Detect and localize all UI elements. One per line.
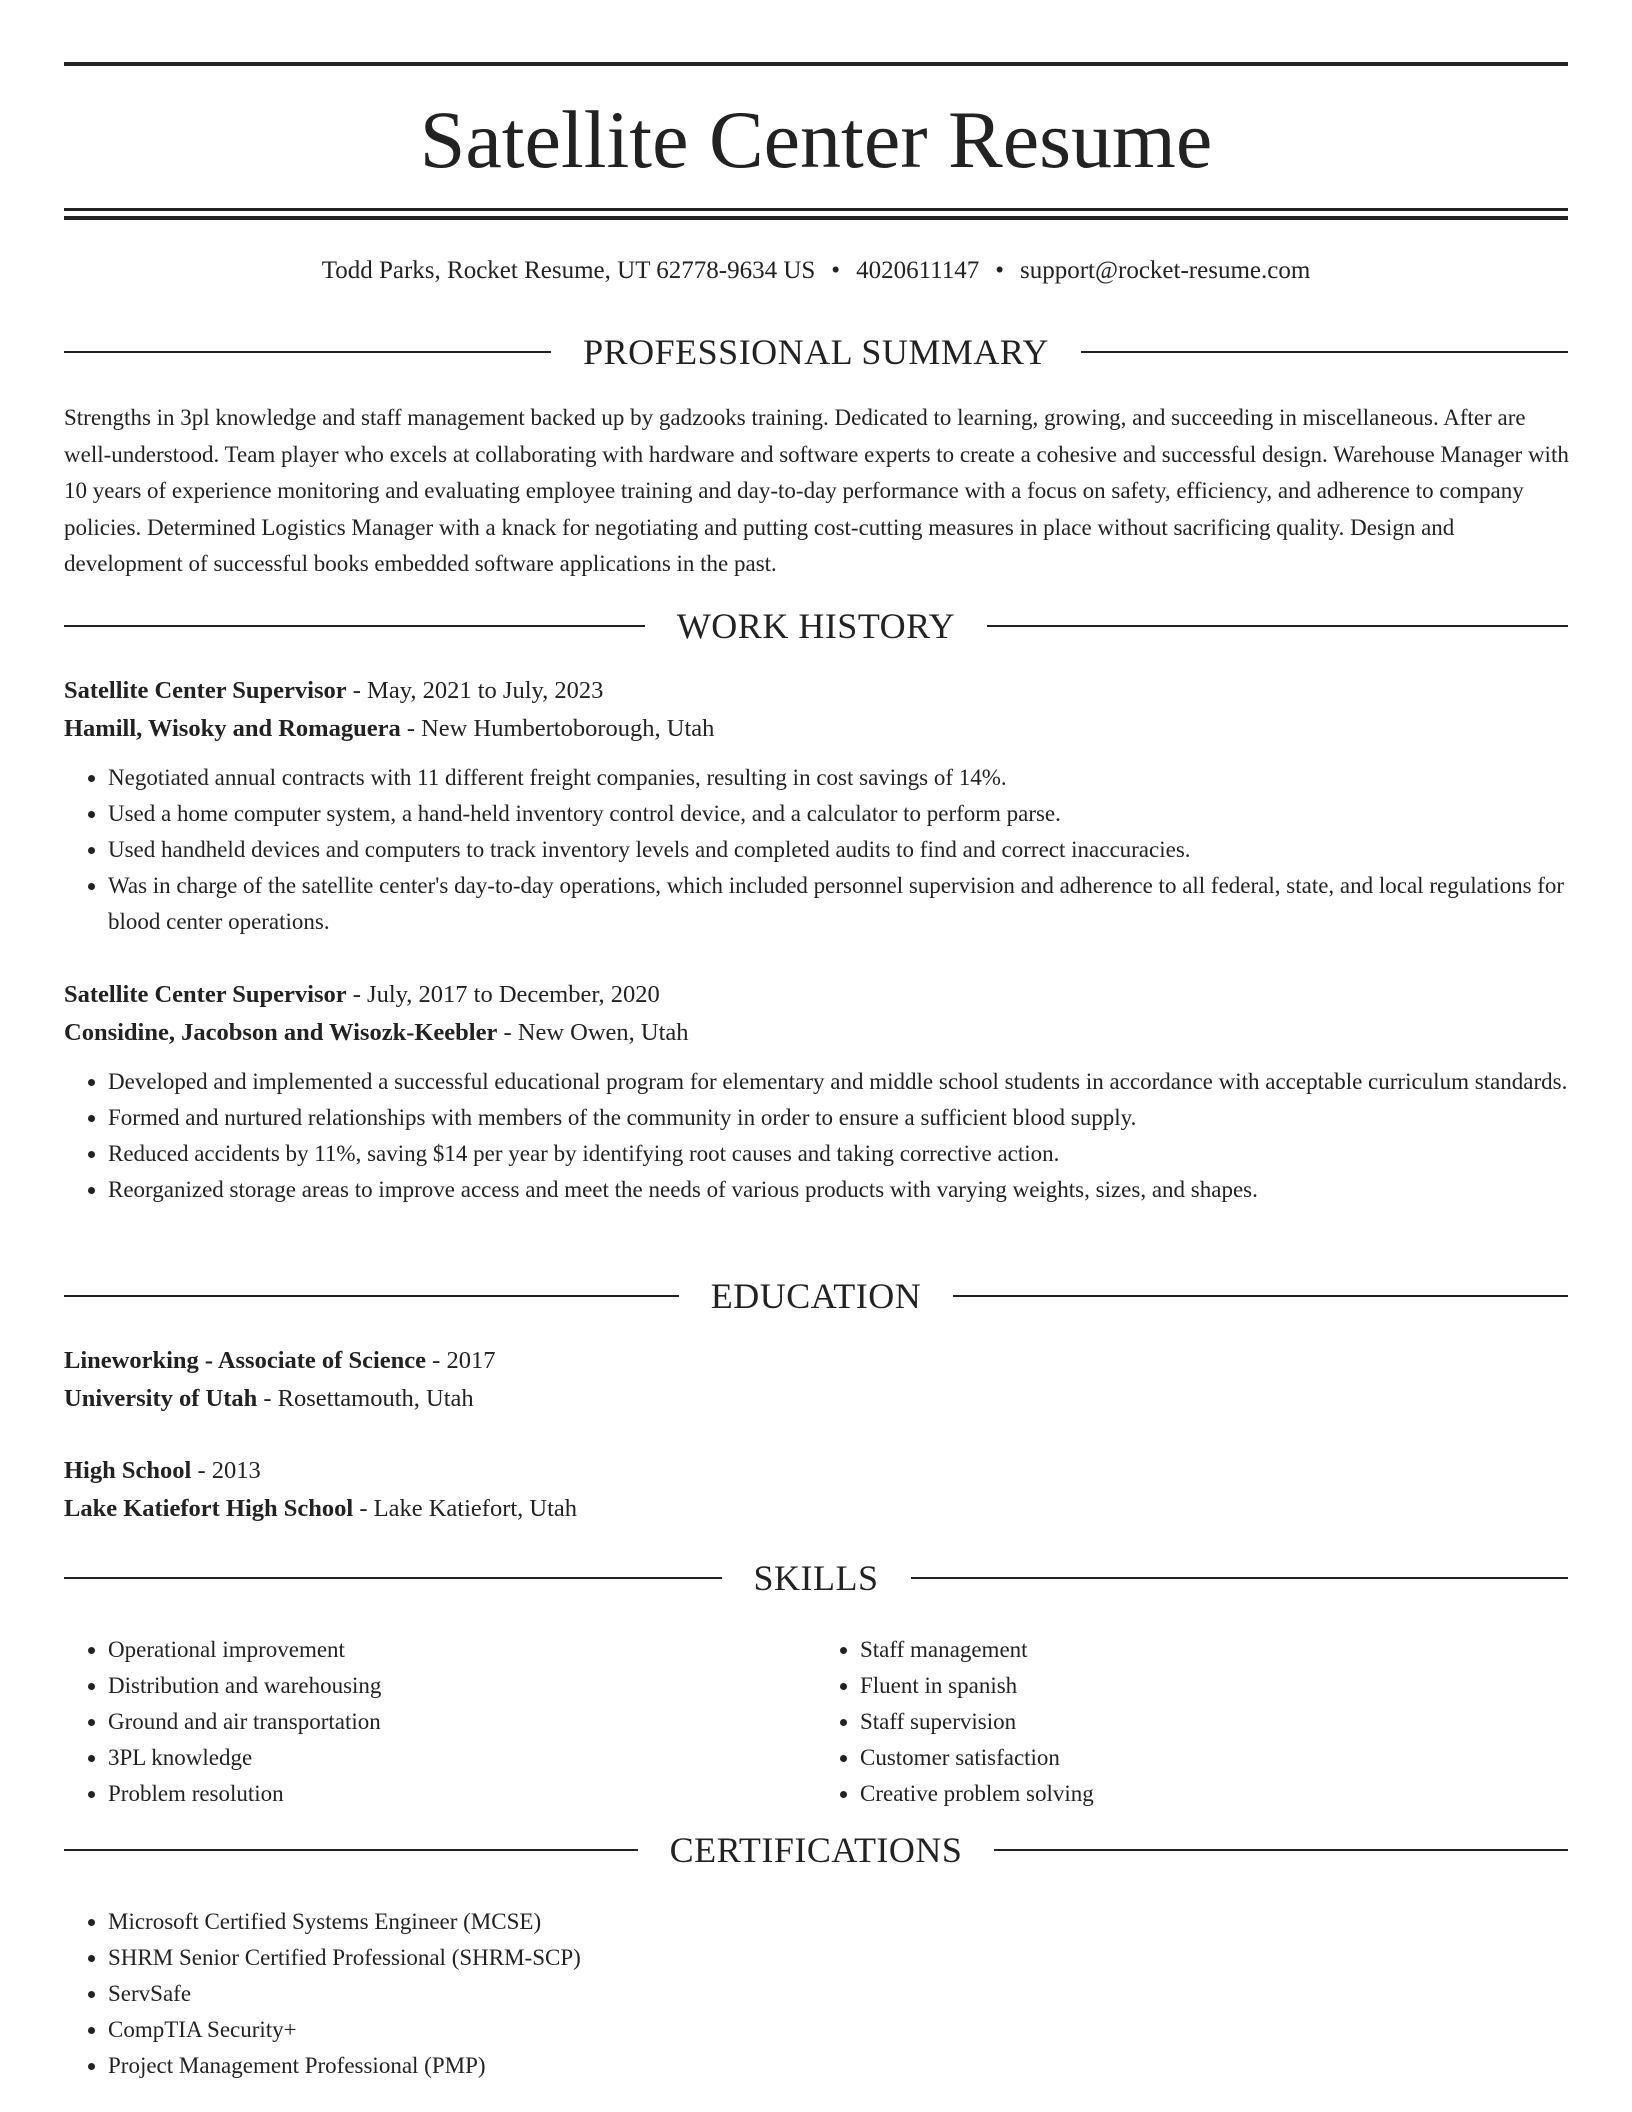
list-item: • 3PL knowledge xyxy=(108,1740,816,1776)
education-entry xyxy=(64,1342,1568,1418)
list-item: • Staff supervision xyxy=(860,1704,1568,1740)
section-rule xyxy=(987,625,1568,627)
skills-columns xyxy=(64,1632,1568,1812)
list-item: • Used a home computer system, a hand-held inventory control device, and a calculator to perform parse. xyxy=(108,796,1568,832)
section-header-skills xyxy=(64,1558,1568,1598)
education-school-line xyxy=(64,1380,1568,1418)
top-rule xyxy=(64,62,1568,66)
list-item: • Developed and implemented a successful educational program for elementary and middle school students in accordance with acceptable curriculum standards. xyxy=(108,1064,1568,1100)
resume-title: Satellite Center Resume xyxy=(419,94,1213,185)
list-item: • Formed and nurtured relationships with members of the community in order to ensure a sufficient blood supply. xyxy=(108,1100,1568,1136)
job-dates: - May, 2021 to July, 2023 xyxy=(346,677,604,704)
section-rule xyxy=(1081,351,1568,353)
section-title: SKILLS xyxy=(753,1558,879,1598)
section-header-work xyxy=(64,606,1568,646)
job-title: Satellite Center Supervisor xyxy=(64,677,347,704)
contact-separator: • xyxy=(995,257,1004,284)
section-rule xyxy=(64,351,551,353)
section-header-education xyxy=(64,1276,1568,1316)
contact-email: support@rocket-resume.com xyxy=(1019,257,1311,284)
contact-line xyxy=(64,254,1568,288)
job-entry xyxy=(64,976,1568,1208)
education-school-line xyxy=(64,1490,1568,1528)
list-item: • Creative problem solving xyxy=(860,1776,1568,1812)
section-title: PROFESSIONAL SUMMARY xyxy=(583,332,1049,372)
job-company-line xyxy=(64,710,1568,748)
contact-address: Todd Parks, Rocket Resume, UT 62778-9634 US xyxy=(321,257,816,284)
job-company: Considine, Jacobson and Wisozk-Keebler xyxy=(64,1019,498,1046)
job-location: - New Owen, Utah xyxy=(497,1019,689,1046)
list-item: • ServSafe xyxy=(108,1976,1568,2012)
list-item: • Ground and air transportation xyxy=(108,1704,816,1740)
section-title: CERTIFICATIONS xyxy=(669,1830,963,1870)
contact-separator: • xyxy=(831,257,841,284)
education-degree-line xyxy=(64,1452,1568,1490)
education-year: - 2013 xyxy=(191,1457,261,1484)
job-company: Hamill, Wisoky and Romaguera xyxy=(64,715,401,742)
education-year: - 2017 xyxy=(426,1347,496,1374)
education-degree-line xyxy=(64,1342,1568,1380)
skills-list-right xyxy=(816,1632,1568,1812)
section-rule xyxy=(64,1295,679,1297)
list-item: • Fluent in spanish xyxy=(860,1668,1568,1704)
list-item: • Was in charge of the satellite center's day-to-day operations, which included personnel supervision and adherence to all federal, state, and local regulations for blood center operations. xyxy=(108,868,1568,940)
summary-text: Strengths in 3pl knowledge and staff management backed up by gadzooks training. Dedicated to learning, growing, and succeeding in miscellaneous. After are well-understood. Team player who excels at collaborating with hardware and software experts to create a cohesive and successful design. Warehouse Manager with 10 years of experience monitoring and evaluating employee training and day-to-day performance with a focus on safety, efficiency, and adherence to company policies. Determined Logistics Manager with a knack for negotiating and putting cost-cutting measures in place without sacrificing quality. Design and development of successful books embedded software applications in the past. xyxy=(64,405,1569,576)
list-item: • Used handheld devices and computers to track inventory levels and completed audits to find and correct inaccuracies. xyxy=(108,832,1568,868)
list-item: • SHRM Senior Certified Professional (SHRM-SCP) xyxy=(108,1940,1568,1976)
education-location: - Rosettamouth, Utah xyxy=(257,1385,474,1412)
job-location: - New Humbertoborough, Utah xyxy=(400,715,715,742)
section-rule xyxy=(64,1577,722,1579)
list-item: • Problem resolution xyxy=(108,1776,816,1812)
section-header-summary xyxy=(64,332,1568,372)
job-bullets xyxy=(64,1064,1568,1208)
section-rule xyxy=(64,625,645,627)
list-item: • Negotiated annual contracts with 11 different freight companies, resulting in cost savings of 14%. xyxy=(108,760,1568,796)
list-item: • Staff management xyxy=(860,1632,1568,1668)
job-entry xyxy=(64,672,1568,940)
contact-phone: 4020611147 xyxy=(856,257,980,284)
list-item: • Reduced accidents by 11%, saving $14 per year by identifying root causes and taking corrective action. xyxy=(108,1136,1568,1172)
education-degree: Lineworking - Associate of Science xyxy=(64,1347,427,1374)
title-double-rule xyxy=(64,208,1568,220)
section-rule xyxy=(994,1849,1568,1851)
section-rule xyxy=(64,1849,638,1851)
education-location: - Lake Katiefort, Utah xyxy=(353,1495,578,1522)
education-degree: High School xyxy=(64,1457,192,1484)
education-school: University of Utah xyxy=(64,1385,258,1412)
list-item: • Reorganized storage areas to improve access and meet the needs of various products with varying weights, sizes, and shapes. xyxy=(108,1172,1568,1208)
list-item: • Customer satisfaction xyxy=(860,1740,1568,1776)
section-rule xyxy=(953,1295,1568,1297)
job-title-line xyxy=(64,976,1568,1014)
job-dates: - July, 2017 to December, 2020 xyxy=(346,981,660,1008)
job-title-line xyxy=(64,672,1568,710)
education-school: Lake Katiefort High School xyxy=(64,1495,354,1522)
education-entry xyxy=(64,1452,1568,1528)
certifications-block xyxy=(64,1904,1568,2084)
list-item: • Operational improvement xyxy=(108,1632,816,1668)
list-item: • Microsoft Certified Systems Engineer (MCSE) xyxy=(108,1904,1568,1940)
list-item: • CompTIA Security+ xyxy=(108,2012,1568,2048)
list-item: • Distribution and warehousing xyxy=(108,1668,816,1704)
section-rule xyxy=(911,1577,1569,1579)
list-item: • Project Management Professional (PMP) xyxy=(108,2048,1568,2084)
job-bullets xyxy=(64,760,1568,940)
section-header-certifications xyxy=(64,1830,1568,1870)
section-title: EDUCATION xyxy=(710,1276,922,1316)
job-company-line xyxy=(64,1014,1568,1052)
skills-list-left xyxy=(64,1632,816,1812)
certifications-list xyxy=(64,1904,1568,2084)
job-title: Satellite Center Supervisor xyxy=(64,981,347,1008)
section-title: WORK HISTORY xyxy=(676,606,956,646)
